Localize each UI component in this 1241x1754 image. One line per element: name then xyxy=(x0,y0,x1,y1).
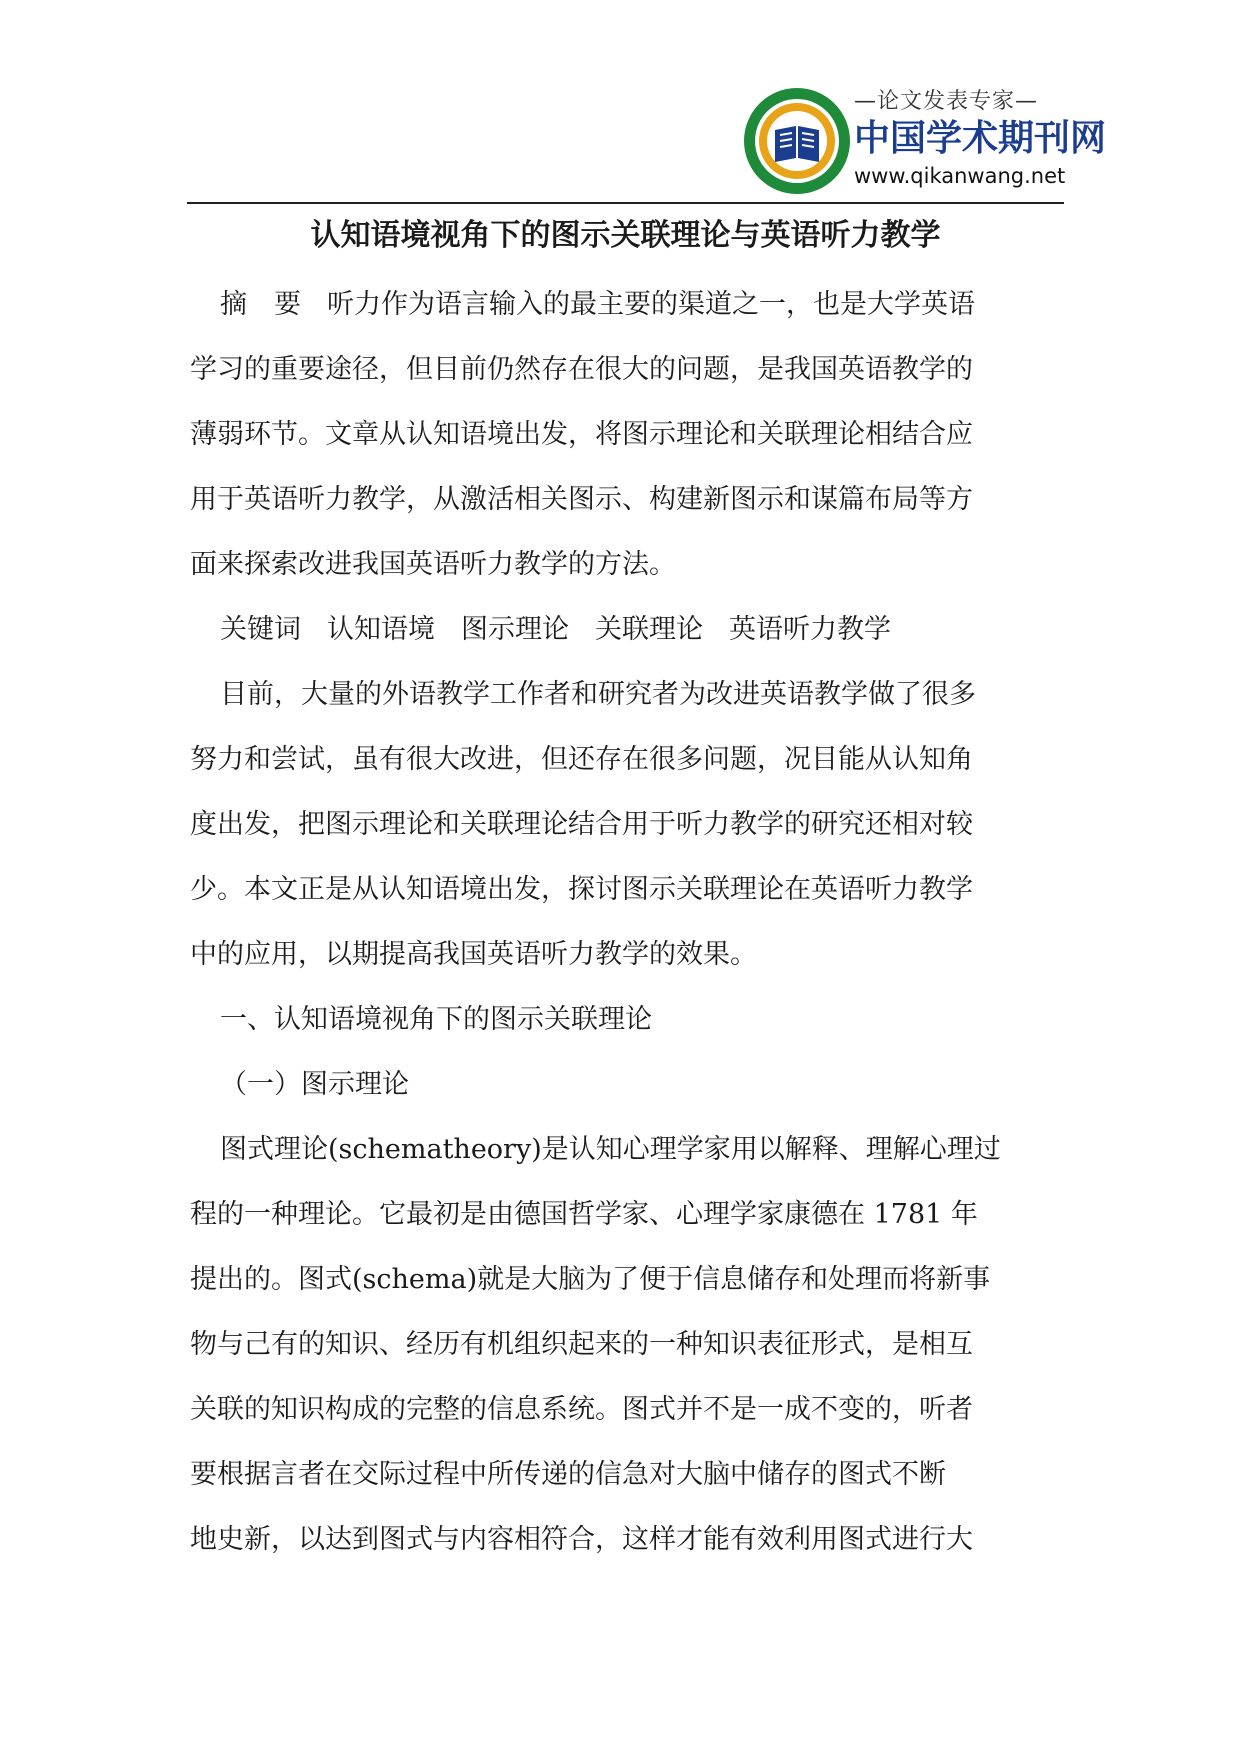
abstract-line: 面来探索改进我国英语听力教学的方法。 xyxy=(190,549,676,580)
abstract-first-line xyxy=(190,272,1050,337)
intro-line: 努力和尝试，虽有很大改进，但还存在很多问题，况目能从认知角 xyxy=(190,744,973,775)
schema-line: 关联的知识构成的完整的信息系统。图式并不是一成不变的，听者 xyxy=(190,1394,973,1425)
section-heading: 一、认知语境视角下的图示关联理论 xyxy=(220,1004,652,1035)
logo-url[interactable]: www.qikanwang.net xyxy=(854,164,1066,188)
schema-line: 地史新，以达到图式与内容相符合，这样才能有效利用图式进行大 xyxy=(190,1524,973,1555)
abstract-label: 摘 要 xyxy=(220,289,301,320)
site-logo[interactable] xyxy=(742,84,1107,200)
intro-line: 少。本文正是从认知语境出发，探讨图示关联理论在英语听力教学 xyxy=(190,874,973,905)
intro-line: 目前，大量的外语教学工作者和研究者为改进英语教学做了很多 xyxy=(220,679,976,710)
schema-line: 要根据言者在交际过程中所传递的信急对大脑中储存的图式不断 xyxy=(190,1459,946,1490)
document-title: 认知语境视角下的图示关联理论与英语听力教学 xyxy=(310,218,941,253)
intro-line: 度出发，把图示理论和关联理论结合用于听力教学的研究还相对较 xyxy=(190,809,973,840)
logo-tagline: —论文发表专家— xyxy=(854,89,1039,114)
abstract-line: 学习的重要途径，但目前仍然存在很大的问题，是我国英语教学的 xyxy=(190,354,973,385)
abstract-line: 薄弱环节。文章从认知语境出发，将图示理论和关联理论相结合应 xyxy=(190,419,973,450)
header-divider xyxy=(187,202,1064,204)
abstract-text: 听力作为语言输入的最主要的渠道之一，也是大学英语 xyxy=(327,289,975,320)
abstract-line: 用于英语听力教学，从激活相关图示、构建新图示和谋篇布局等方 xyxy=(190,484,973,515)
seal-emblem-icon xyxy=(742,86,852,196)
keyword: 英语听力教学 xyxy=(729,614,891,645)
keyword: 认知语境 xyxy=(327,614,435,645)
document-body xyxy=(190,272,1050,1572)
keywords-line xyxy=(190,597,1050,662)
keyword: 图示理论 xyxy=(461,614,569,645)
schema-line: 物与己有的知识、经历有机组织起来的一种知识表征形式，是相互 xyxy=(190,1329,973,1360)
schema-line: 图式理论(schematheory)是认知心理学家用以解释、理解心理过 xyxy=(220,1134,1001,1165)
subsection-heading: （一）图示理论 xyxy=(220,1069,409,1100)
schema-line: 提出的。图式(schema)就是大脑为了便于信息储存和处理而将新事 xyxy=(190,1264,991,1295)
logo-name: 中国学术期刊网 xyxy=(854,118,1107,159)
intro-line: 中的应用，以期提高我国英语听力教学的效果。 xyxy=(190,939,757,970)
keywords-label: 关键词 xyxy=(220,614,301,645)
schema-line: 程的一种理论。它最初是由德国哲学家、心理学家康德在 1781 年 xyxy=(190,1199,978,1230)
keyword: 关联理论 xyxy=(595,614,703,645)
